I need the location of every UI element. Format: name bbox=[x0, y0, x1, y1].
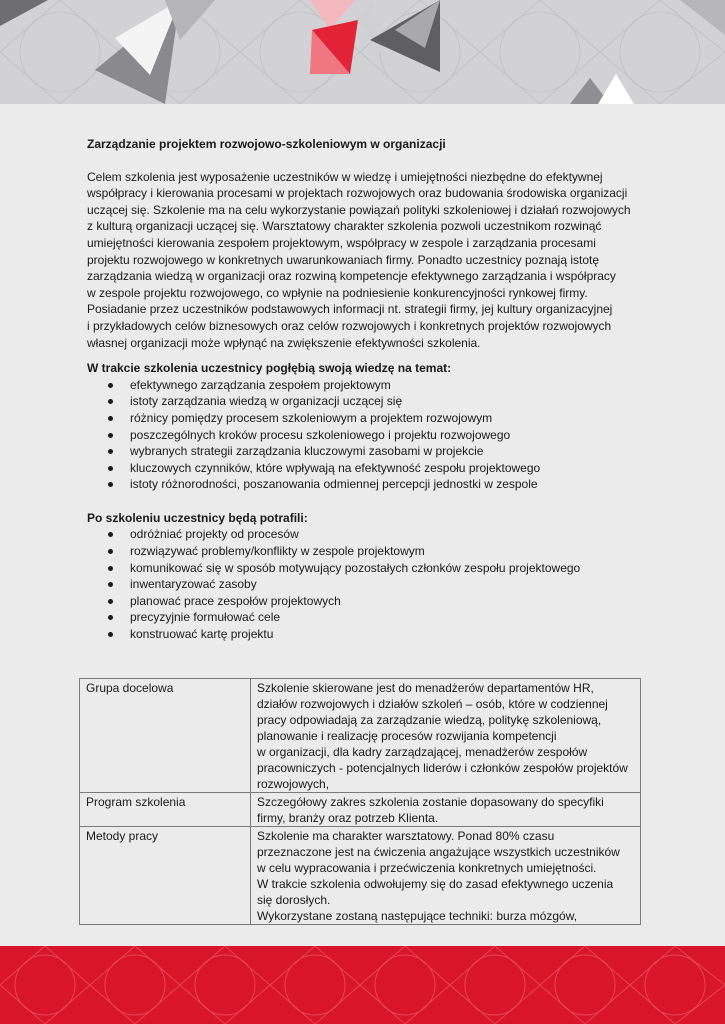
intro-paragraph bbox=[87, 169, 647, 352]
document-title: Zarządzanie projektem rozwojowo-szkoleniowym w organizacji bbox=[87, 137, 446, 151]
list-item bbox=[87, 526, 647, 543]
bullet-icon bbox=[108, 449, 113, 454]
bullet-icon bbox=[108, 466, 113, 471]
cell-line: Szkolenie ma charakter warsztatowy. Ponad 80% czasu bbox=[257, 829, 555, 843]
list-item-text: planować prace zespołów projektowych bbox=[130, 593, 341, 608]
list-item bbox=[87, 460, 647, 477]
intro-line: w zespole projektu rozwojowego, co wpłynie na podniesienie konkurencyjności rynkowej firmy. bbox=[87, 285, 588, 300]
cell-line: pracowniczych - potencjalnych liderów i członków zespołów projektów bbox=[257, 761, 628, 775]
intro-line: z kulturą organizacji uczącej się. Warsztatowy charakter szkolenia pozwoli uczestnikom rozwinąć bbox=[87, 219, 602, 234]
cell-line: Szczegółowy zakres szkolenia zostanie dopasowany do specyfiki bbox=[257, 795, 604, 809]
document-body bbox=[87, 136, 647, 643]
bullet-icon bbox=[108, 383, 113, 388]
list-item bbox=[87, 626, 647, 643]
list-item-text: konstruować kartę projektu bbox=[130, 627, 274, 642]
intro-line: Celem szkolenia jest wyposażenie uczestników w wiedzę i umiejętności niezbędne do efektywnej bbox=[87, 169, 603, 184]
intro-line: zarządzania wiedzą w organizacji oraz rozwiną kompetencje efektywnego zarządzania i współpracy bbox=[87, 269, 616, 284]
knowledge-list bbox=[87, 377, 647, 493]
training-details-table bbox=[79, 678, 641, 925]
list-item bbox=[87, 476, 647, 493]
intro-line: uczącej się. Szkolenie ma na celu wykorzystanie powiązań polityki szkoleniowej i działań rozwojowych bbox=[87, 202, 631, 217]
cell-line: planowanie i realizację procesów rozwijania kompetencji bbox=[257, 729, 557, 743]
table-cell-label: Metody pracy bbox=[80, 827, 251, 925]
list-item-text: odróżniać projekty od procesów bbox=[130, 527, 299, 542]
intro-line: Posiadanie przez uczestników podstawowych informacji nt. strategii firmy, jej kultury organizacyjnej bbox=[87, 302, 613, 317]
cell-line: w organizacji, dla kadry zarządzającej, menadżerów zespołów bbox=[257, 745, 588, 759]
geometric-pattern-icon bbox=[0, 0, 725, 104]
table-cell-value bbox=[251, 679, 641, 793]
skills-heading: Po szkoleniu uczestnicy będą potrafili: bbox=[87, 510, 308, 525]
geometric-pattern-icon bbox=[0, 946, 725, 1024]
knowledge-heading: W trakcie szkolenia uczestnicy pogłębią swoją wiedzę na temat: bbox=[87, 361, 452, 376]
cell-line: Szkolenie skierowane jest do menadżerów departamentów HR, bbox=[257, 681, 594, 695]
bullet-icon bbox=[108, 582, 113, 587]
bullet-icon bbox=[108, 433, 113, 438]
intro-line: i przykładowych celów biznesowych oraz celów rozwojowych i konkretnych projektów rozwojowych bbox=[87, 318, 612, 333]
list-item bbox=[87, 576, 647, 593]
cell-line: działów rozwojowych i działów szkoleń – osób, które w codziennej bbox=[257, 697, 608, 711]
bullet-icon bbox=[108, 632, 113, 637]
list-item bbox=[87, 377, 647, 394]
list-item bbox=[87, 393, 647, 410]
intro-line: projektu rozwojowego w konkretnych uwarunkowaniach firmy. Ponadto uczestnicy poznają istotę bbox=[87, 252, 600, 267]
intro-line: własnej organizacji może wpłynąć na zwiększenie efektywności szkolenia. bbox=[87, 335, 481, 350]
list-item-text: efektywnego zarządzania zespołem projektowym bbox=[130, 377, 391, 392]
cell-line: się dorosłych. bbox=[257, 893, 331, 907]
list-item bbox=[87, 427, 647, 444]
cell-line: Wykorzystane zostaną następujące techniki: burza mózgów, bbox=[257, 909, 578, 923]
table-row bbox=[80, 793, 641, 827]
list-item-text: poszczególnych kroków procesu szkoleniowego i projektu rozwojowego bbox=[130, 427, 511, 442]
list-item-text: kluczowych czynników, które wpływają na efektywność zespołu projektowego bbox=[130, 460, 541, 475]
bullet-icon bbox=[108, 416, 113, 421]
list-item-text: inwentaryzować zasoby bbox=[130, 577, 257, 592]
cell-line: rozwojowych, bbox=[257, 777, 330, 791]
table-row bbox=[80, 679, 641, 793]
list-item bbox=[87, 560, 647, 577]
bullet-icon bbox=[108, 549, 113, 554]
cell-line: firmy, branży oraz potrzeb Klienta. bbox=[257, 811, 439, 825]
bullet-icon bbox=[108, 566, 113, 571]
footer-decoration bbox=[0, 946, 725, 1024]
list-item-text: wybranych strategii zarządzania kluczowymi zasobami w projekcie bbox=[130, 444, 484, 459]
list-item-text: rozwiązywać problemy/konflikty w zespole projektowym bbox=[130, 544, 425, 559]
list-item bbox=[87, 609, 647, 626]
intro-line: współpracy i kierowania procesami w projektach rozwojowych oraz budowania środowiska organizacji bbox=[87, 186, 628, 201]
cell-line: pracy odpowiadają za zarządzanie wiedzą, politykę szkoleniową, bbox=[257, 713, 602, 727]
table-cell-value bbox=[251, 827, 641, 925]
bullet-icon bbox=[108, 615, 113, 620]
list-item-text: komunikować się w sposób motywujący pozostałych członków zespołu projektowego bbox=[130, 560, 581, 575]
list-item-text: istoty zarządzania wiedzą w organizacji uczącej się bbox=[130, 394, 403, 409]
list-item-text: istoty różnorodności, poszanowania odmiennej percepcji jednostki w zespole bbox=[130, 477, 538, 492]
list-item-text: różnicy pomiędzy procesem szkoleniowym a projektem rozwojowym bbox=[130, 410, 493, 425]
list-item-text: precyzyjnie formułować cele bbox=[130, 610, 281, 625]
intro-line: umiejętności kierowania zespołem projektowym, współpracy w zespole i zarządzania procesami bbox=[87, 235, 596, 250]
cell-line: W trakcie szkolenia odwołujemy się do zasad efektywnego uczenia bbox=[257, 877, 614, 891]
bullet-icon bbox=[108, 399, 113, 404]
table-cell-label: Grupa docelowa bbox=[80, 679, 251, 793]
cell-line: przeznaczone jest na ćwiczenia angażujące wszystkich uczestników bbox=[257, 845, 620, 859]
cell-line: w celu wypracowania i przećwiczenia konkretnych umiejętności. bbox=[257, 861, 597, 875]
list-item bbox=[87, 593, 647, 610]
bullet-icon bbox=[108, 482, 113, 487]
bullet-icon bbox=[108, 532, 113, 537]
list-item bbox=[87, 410, 647, 427]
skills-list bbox=[87, 526, 647, 642]
list-item bbox=[87, 443, 647, 460]
list-item bbox=[87, 543, 647, 560]
table-row bbox=[80, 827, 641, 925]
bullet-icon bbox=[108, 599, 113, 604]
table-cell-value bbox=[251, 793, 641, 827]
table-cell-label: Program szkolenia bbox=[80, 793, 251, 827]
header-decoration bbox=[0, 0, 725, 104]
